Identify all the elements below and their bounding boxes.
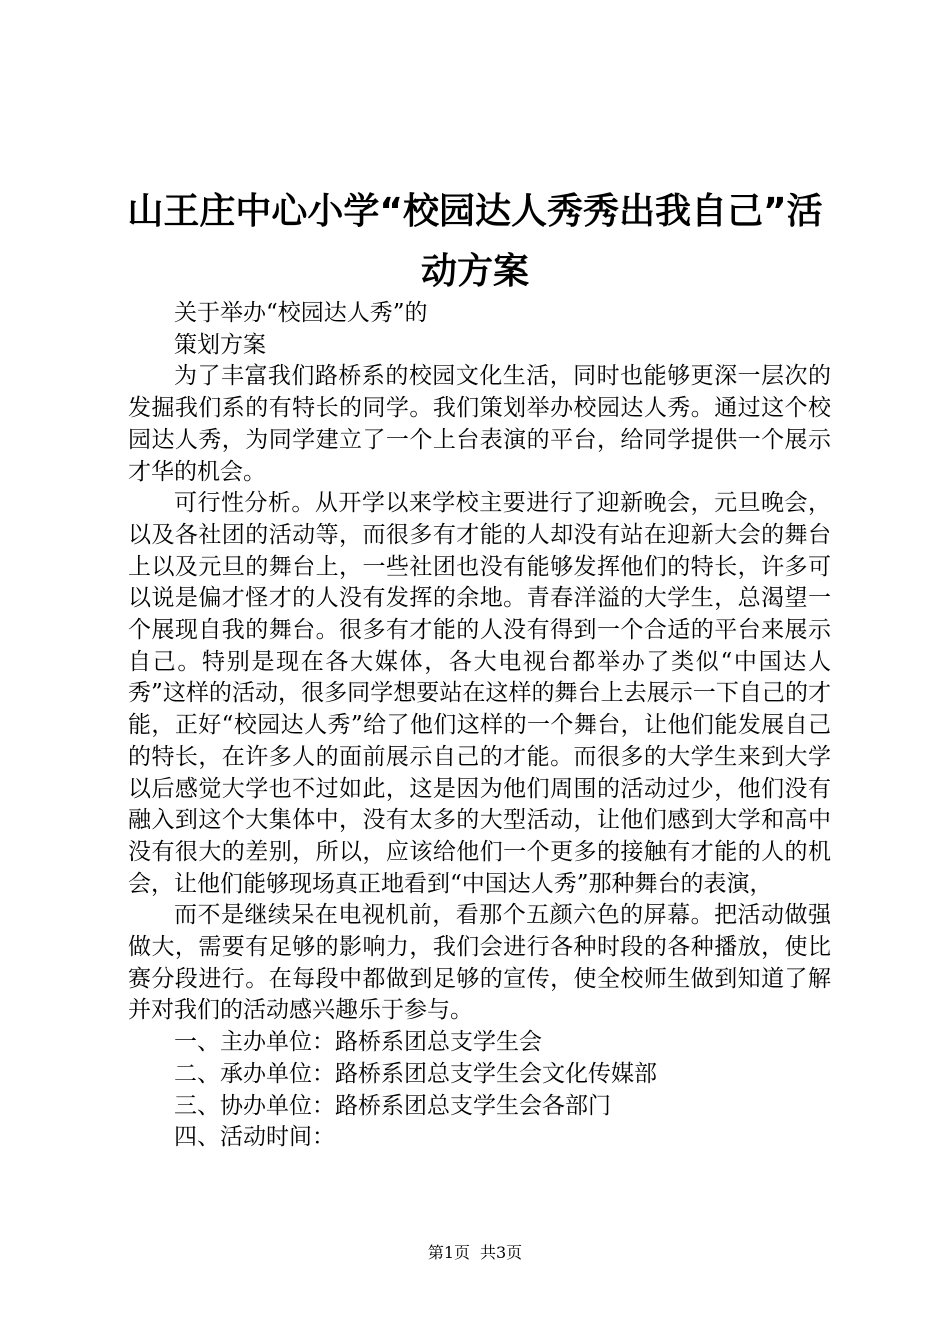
document-title: 山王庄中心小学“校园达人秀秀出我自己”活动方案: [127, 191, 823, 292]
page-footer: [0, 1243, 950, 1263]
paragraph: 为了丰富我们路桥系的校园文化生活，同时也能够更深一层次的发掘我们系的有特长的同学。我们策划举办校园达人秀。通过这个校园达人秀，为同学建立了一个上台表演的平台，给同学提供一个展示才华的机会。: [128, 363, 831, 485]
paragraph: 一、主办单位：路桥系团总支学生会: [174, 1029, 542, 1056]
paragraph: 可行性分析。从开学以来学校主要进行了迎新晚会，元旦晚会，以及各社团的活动等，而很多有才能的人却没有站在迎新大会的舞台上以及元旦的舞台上，一些社团也没有能够发挥他们的特长，许多可以说是偏才怪才的人没有发挥的余地。青春洋溢的大学生，总渴望一个展现自我的舞台。很多有才能的人没有得到一个合适的平台来展示自己。特别是现在各大媒体，各大电视台都举办了类似“中国达人秀”这样的活动，很多同学想要站在这样的舞台上去展示一下自己的才能，正好“校园达人秀”给了他们这样的一个舞台，让他们能发展自己的特长，在许多人的面前展示自己的才能。而很多的大学生来到大学以后感觉大学也不过如此，这是因为他们周围的活动过少，他们没有融入到这个大集体中，没有太多的大型活动，让他们感到大学和高中没有很大的差别，所以，应该给他们一个更多的接触有才能的人的机会，让他们能够现场真正地看到“中国达人秀”那种舞台的表演，: [128, 490, 831, 897]
paragraph: 四、活动时间：: [174, 1124, 335, 1151]
page-number-current: 第1页: [427, 1243, 470, 1262]
paragraph: 策划方案: [174, 331, 266, 358]
paragraph: 关于举办“校园达人秀”的: [174, 300, 428, 326]
document-body: [128, 298, 831, 1154]
paragraph: 二、承办单位：路桥系团总支学生会文化传媒部: [174, 1060, 657, 1087]
paragraph: 三、协办单位：路桥系团总支学生会各部门: [174, 1092, 611, 1119]
paragraph: 而不是继续呆在电视机前，看那个五颜六色的屏幕。把活动做强做大，需要有足够的影响力，我们会进行各种时段的各种播放，使比赛分段进行。在每段中都做到足够的宣传，使全校师生做到知道了解并对我们的活动感兴趣乐于参与。: [128, 902, 831, 1024]
page-number-total: 共3页: [480, 1243, 523, 1262]
